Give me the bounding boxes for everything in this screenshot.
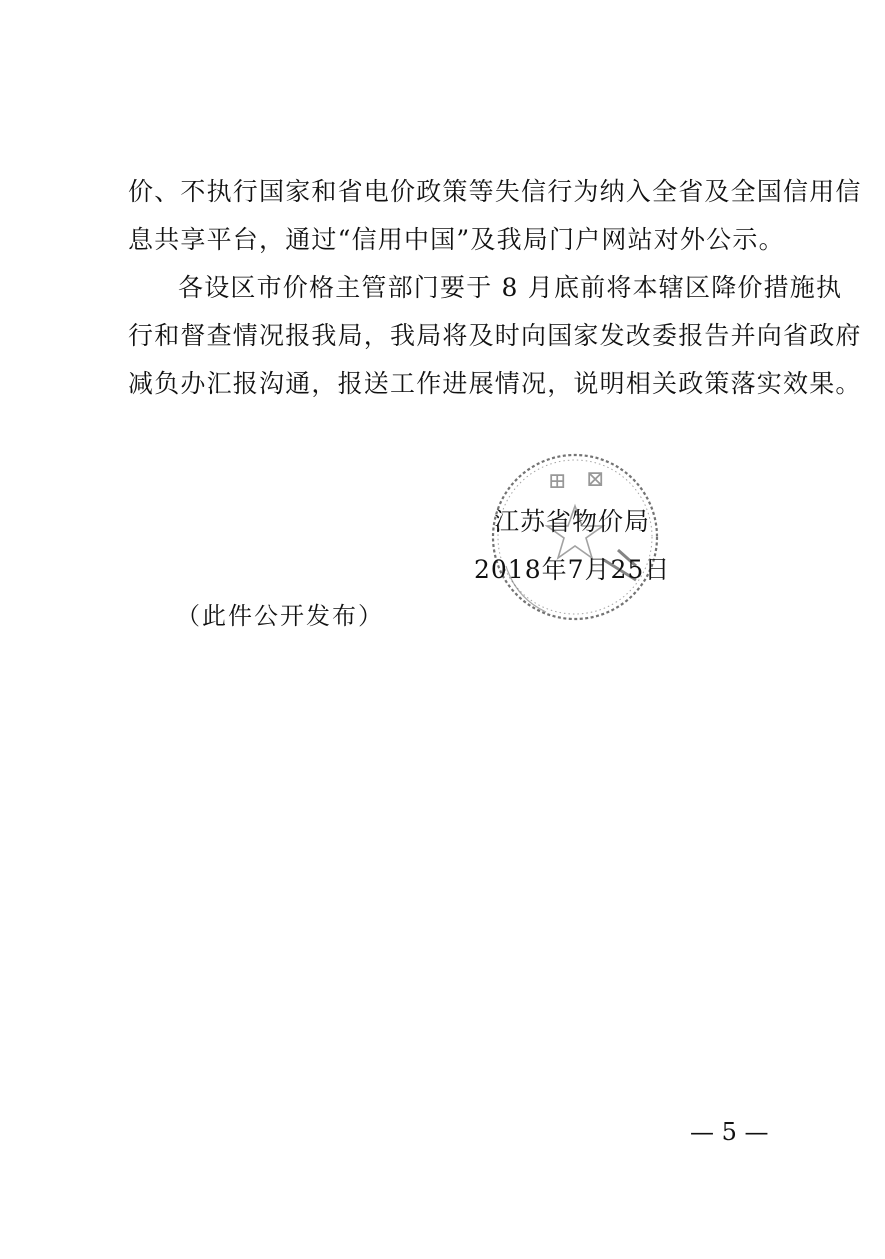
paragraph-2-line-3: 减负办汇报沟通，报送工作进展情况，说明相关政策落实效果。	[128, 369, 862, 398]
svg-text:⊞: ⊞	[548, 469, 567, 494]
svg-text:⊠: ⊠	[586, 467, 605, 492]
body-paragraph-2	[128, 264, 862, 408]
public-release-note: （此件公开发布）	[176, 602, 384, 630]
paragraph-2-line-2: 行和督查情况报我局，我局将及时向国家发改委报告并向省政府	[128, 321, 862, 350]
paragraph-1-line-2: 息共享平台，通过“信用中国”及我局门户网站对外公示。	[128, 225, 785, 254]
signature-date: 2018年7月25日	[474, 555, 671, 584]
body-paragraph-1	[128, 168, 862, 264]
signature-organization: 江苏省物价局	[494, 507, 651, 536]
paragraph-1-line-1: 价、不执行国家和省电价政策等失信行为纳入全省及全国信用信	[128, 177, 862, 206]
paragraph-2-line-1: 各设区市价格主管部门要于 8 月底前将本辖区降价措施执	[178, 273, 843, 302]
page-number: — 5 —	[690, 1118, 769, 1146]
